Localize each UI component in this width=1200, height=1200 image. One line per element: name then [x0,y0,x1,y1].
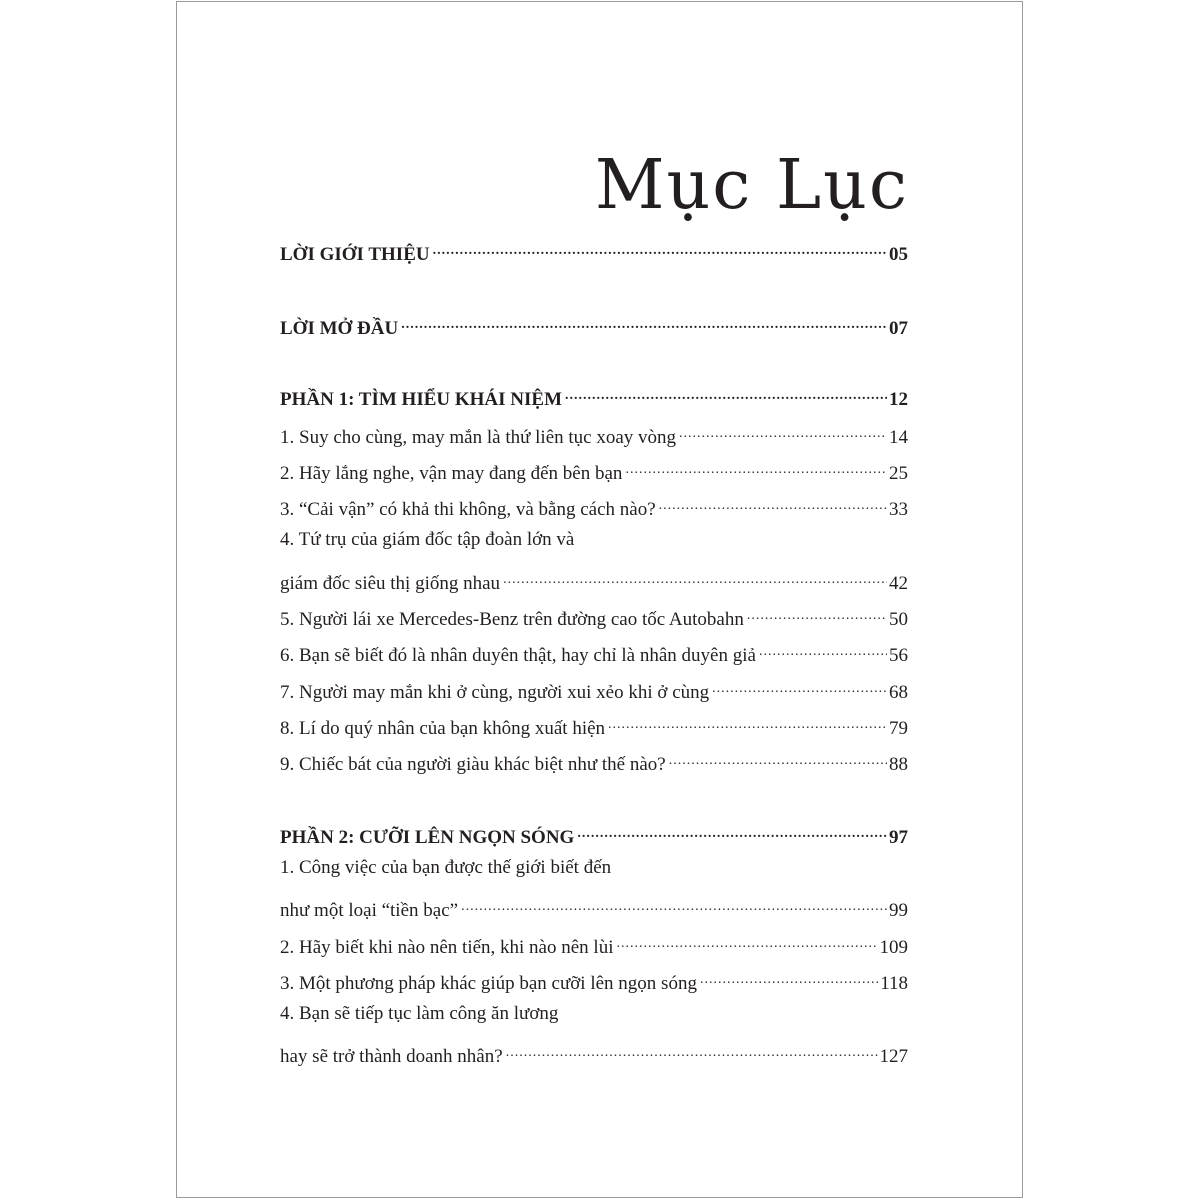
toc-entry-label: 2. Hãy lắng nghe, vận may đang đến bên bạn [280,463,623,484]
toc-page-number: 56 [889,645,908,666]
toc-page-number: 97 [889,827,908,848]
dot-leader [565,381,887,405]
dot-leader [669,746,887,770]
toc-entry-label: 6. Bạn sẽ biết đó là nhân duyên thật, hay chỉ là nhân duyên giả [280,645,756,666]
page-title: Mục Lục [594,145,909,225]
dot-leader [659,491,887,515]
toc-entry-label: 3. Một phương pháp khác giúp bạn cưỡi lên ngọn sóng [280,973,697,994]
toc-part-2-heading [280,819,908,850]
toc-entry-part2-4 [280,1038,908,1069]
toc-page-number: 07 [889,318,908,339]
toc-page-number: 68 [889,682,908,703]
toc-entry-label: 5. Người lái xe Mercedes-Benz trên đường cao tốc Autobahn [280,609,744,630]
toc-entry-introduction [280,236,908,267]
toc-page-number: 99 [889,900,908,921]
toc-entry-label: 9. Chiếc bát của người giàu khác biệt như thế nào? [280,754,666,775]
toc-entry-label: 8. Lí do quý nhân của bạn không xuất hiện [280,718,606,739]
toc-entry-part2-3 [280,965,908,996]
dot-leader [625,455,887,479]
toc-page-number: 118 [880,973,908,994]
toc-part-1-heading [280,381,908,412]
toc-page-number: 42 [889,573,908,594]
dot-leader [679,419,887,443]
toc-page-number: 88 [889,754,908,775]
toc-page-number: 109 [879,937,908,958]
toc-entry-preface [280,310,908,341]
toc-entry-label: 2. Hãy biết khi nào nên tiến, khi nào nên lùi [280,937,614,958]
toc-entry-part1-8 [280,710,908,741]
toc-entry-label: như một loại “tiền bạc” [280,900,459,921]
dot-leader [503,565,887,589]
toc-entry-label: 3. “Cải vận” có khả thi không, và bằng cách nào? [280,499,656,520]
toc-page-number: 25 [889,463,908,484]
toc-entry-part1-5 [280,601,908,632]
toc-entry-part1-6 [280,637,908,668]
toc-entry-label: hay sẽ trở thành doanh nhân? [280,1046,503,1067]
toc-page-number: 127 [879,1046,908,1067]
toc-entry-part1-4 [280,565,908,596]
toc-page-number: 33 [889,499,908,520]
toc-entry-label: LỜI MỞ ĐẦU [280,318,399,339]
toc-entry-part2-1 [280,892,908,923]
toc-entry-label: PHẦN 2: CƯỠI LÊN NGỌN SÓNG [280,827,575,848]
toc-entry-label: PHẦN 1: TÌM HIỂU KHÁI NIỆM [280,389,563,410]
toc-entry-part1-3 [280,491,908,522]
toc-page-number: 79 [889,718,908,739]
dot-leader [506,1038,878,1062]
toc-entry-part2-1-line1: 1. Công việc của bạn được thế giới biết đến [280,857,612,878]
dot-leader [747,601,887,625]
toc-page-number: 05 [889,244,908,265]
toc-entry-label: 1. Suy cho cùng, may mắn là thứ liên tục xoay vòng [280,427,677,448]
dot-leader [608,710,887,734]
dot-leader [616,929,877,953]
toc-entry-label: LỜI GIỚI THIỆU [280,244,430,265]
toc-page-number: 50 [889,609,908,630]
dot-leader [433,236,887,260]
toc-entry-label: giám đốc siêu thị giống nhau [280,573,501,594]
dot-leader [577,819,887,843]
toc-entry-part1-9 [280,746,908,777]
toc-page-number: 14 [889,427,908,448]
dot-leader [461,892,887,916]
toc-entry-part1-2 [280,455,908,486]
toc-entry-part1-1 [280,419,908,450]
toc-entry-part1-7 [280,674,908,705]
toc-entry-label: 7. Người may mắn khi ở cùng, người xui xẻo khi ở cùng [280,682,710,703]
dot-leader [401,310,887,334]
toc-entry-part2-2 [280,929,908,960]
toc-entry-part2-4-line1: 4. Bạn sẽ tiếp tục làm công ăn lương [280,1003,559,1024]
toc-entry-part1-4-line1: 4. Tứ trụ của giám đốc tập đoàn lớn và [280,529,575,550]
toc-page-number: 12 [889,389,908,410]
dot-leader [759,637,887,661]
dot-leader [700,965,878,989]
dot-leader [712,674,887,698]
